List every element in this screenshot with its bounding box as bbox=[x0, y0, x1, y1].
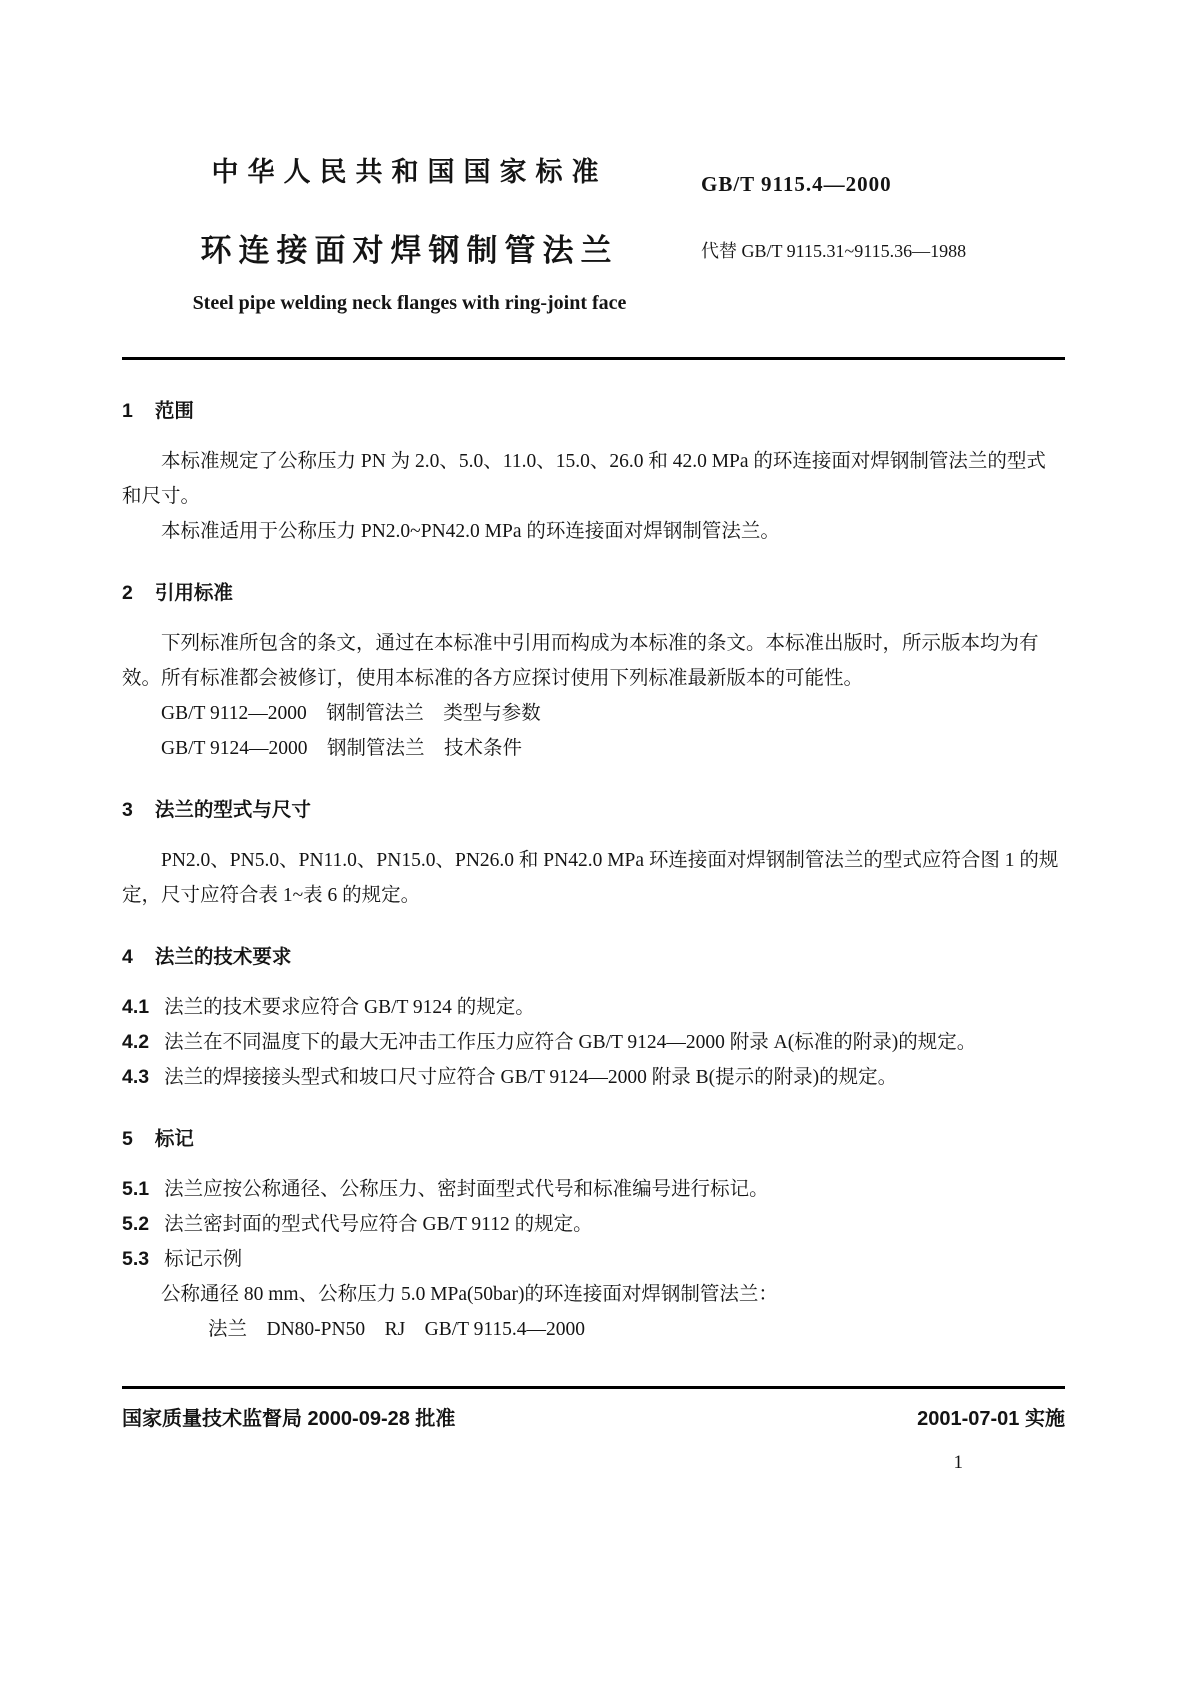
clause-number: 4.1 bbox=[122, 996, 150, 1018]
section-1 bbox=[122, 394, 1065, 549]
section-5 bbox=[122, 1122, 1065, 1347]
document-header bbox=[122, 0, 1065, 360]
section-number: 3 bbox=[122, 799, 133, 821]
section-number: 2 bbox=[122, 582, 133, 604]
supersedes-note: 代替 GB/T 9115.31~9115.36—1988 bbox=[701, 241, 967, 261]
section-heading-5 bbox=[122, 1122, 1065, 1157]
document-title: 环连接面对焊钢制管法兰 bbox=[200, 233, 619, 268]
section-2 bbox=[122, 576, 1065, 766]
document-footer bbox=[122, 1386, 1065, 1431]
paragraph: 法兰 DN80-PN50 RJ GB/T 9115.4—2000 bbox=[208, 1319, 586, 1340]
national-standard-label: 中华人民共和国国家标准 bbox=[211, 157, 608, 187]
page-number: 1 bbox=[953, 1452, 963, 1473]
clause-number: 5.1 bbox=[122, 1178, 150, 1200]
clause-5.1: 5.1 法兰应按公称通径、公称压力、密封面型式代号和标准编号进行标记。 bbox=[122, 1178, 769, 1200]
implementation-note: 2001-07-01 实施 bbox=[917, 1408, 1065, 1430]
header-rule bbox=[122, 357, 1065, 360]
clause-4.1: 4.1 法兰的技术要求应符合 GB/T 9124 的规定。 bbox=[122, 996, 535, 1018]
header-row-title bbox=[122, 225, 1065, 270]
section-title: 范围 bbox=[154, 400, 194, 422]
clause-4.2: 4.2 法兰在不同温度下的最大无冲击工作压力应符合 GB/T 9124—2000 附录 A(标准的附录)的规定。 bbox=[122, 1031, 977, 1053]
header-row-label bbox=[122, 150, 1065, 197]
clause-number: 5.3 bbox=[122, 1248, 150, 1270]
section-title: 法兰的技术要求 bbox=[154, 946, 292, 968]
section-title: 引用标准 bbox=[154, 582, 233, 604]
section-4 bbox=[122, 940, 1065, 1095]
paragraph: 下列标准所包含的条文，通过在本标准中引用而构成为本标准的条文。本标准出版时，所示版本均为有效。所有标准都会被修订，使用本标准的各方应探讨使用下列标准最新版本的可能性。 bbox=[122, 633, 1039, 689]
paragraph: GB/T 9112—2000 钢制管法兰 类型与参数 bbox=[161, 703, 541, 724]
section-heading-3 bbox=[122, 793, 1065, 828]
approval-note: 国家质量技术监督局 2000-09-28 批准 bbox=[122, 1408, 456, 1430]
clause-number: 4.2 bbox=[122, 1031, 150, 1053]
section-3 bbox=[122, 793, 1065, 913]
section-title: 法兰的型式与尺寸 bbox=[154, 799, 311, 821]
clause-5.2: 5.2 法兰密封面的型式代号应符合 GB/T 9112 的规定。 bbox=[122, 1213, 593, 1235]
section-number: 4 bbox=[122, 946, 133, 968]
english-title: Steel pipe welding neck flanges with ring-joint face bbox=[192, 292, 627, 314]
section-number: 5 bbox=[122, 1128, 133, 1150]
clause-number: 5.2 bbox=[122, 1213, 150, 1235]
paragraph: PN2.0、PN5.0、PN11.0、PN15.0、PN26.0 和 PN42.0 MPa 环连接面对焊钢制管法兰的型式应符合图 1 的规定，尺寸应符合表 1~表 6 的规定。 bbox=[122, 850, 1059, 906]
standard-code: GB/T 9115.4—2000 bbox=[701, 172, 892, 196]
section-title: 标记 bbox=[154, 1128, 194, 1150]
content-area bbox=[122, 0, 1065, 1347]
section-heading-1 bbox=[122, 394, 1065, 429]
section-heading-2 bbox=[122, 576, 1065, 611]
paragraph: 本标准规定了公称压力 PN 为 2.0、5.0、11.0、15.0、26.0 和 42.0 MPa 的环连接面对焊钢制管法兰的型式和尺寸。 bbox=[122, 451, 1046, 507]
section-heading-4 bbox=[122, 940, 1065, 975]
header-row-english bbox=[122, 292, 1065, 315]
clause-5.3: 5.3 标记示例 bbox=[122, 1248, 243, 1270]
document-sections bbox=[122, 394, 1065, 1347]
clause-4.3: 4.3 法兰的焊接接头型式和坡口尺寸应符合 GB/T 9124—2000 附录 B(提示的附录)的规定。 bbox=[122, 1066, 898, 1088]
paragraph: 公称通径 80 mm、公称压力 5.0 MPa(50bar)的环连接面对焊钢制管法兰： bbox=[161, 1284, 778, 1305]
section-number: 1 bbox=[122, 400, 133, 422]
clause-number: 4.3 bbox=[122, 1066, 150, 1088]
paragraph: GB/T 9124—2000 钢制管法兰 技术条件 bbox=[161, 738, 522, 759]
paragraph: 本标准适用于公称压力 PN2.0~PN42.0 MPa 的环连接面对焊钢制管法兰。 bbox=[161, 521, 780, 542]
